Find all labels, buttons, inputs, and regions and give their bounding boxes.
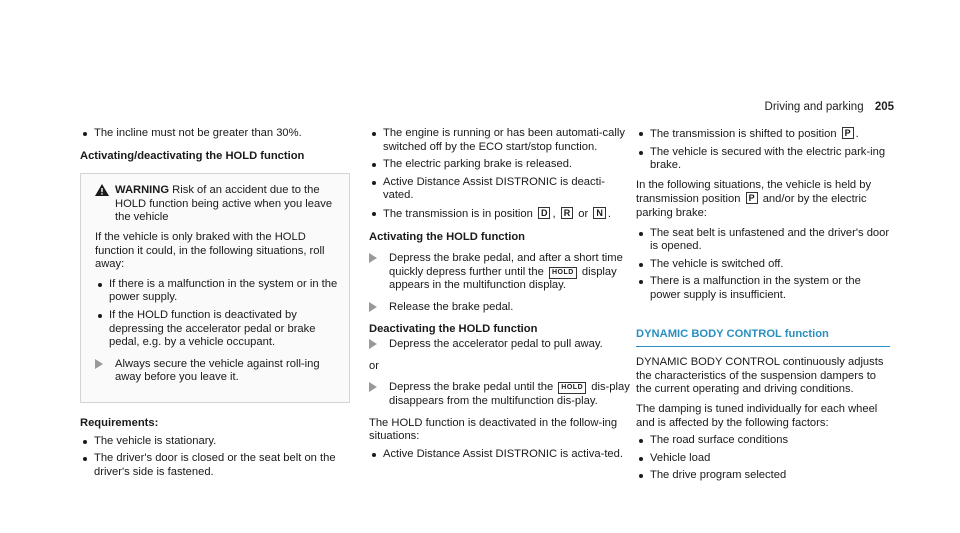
paragraph: The damping is tuned individually for each wheel and is affected by the following factors: xyxy=(636,402,878,429)
paragraph: The HOLD function is deactivated in the follow-ing situations: xyxy=(369,416,618,443)
bullet-icon xyxy=(98,314,102,318)
instruction-step xyxy=(369,338,633,352)
bullet-icon xyxy=(98,283,102,287)
column-3 xyxy=(636,127,890,489)
list-item-text: There is a malfunction in the system or the power supply is insufficient. xyxy=(650,275,861,301)
hold-display-symbol: HOLD xyxy=(558,382,586,394)
step-arrow-icon xyxy=(95,359,103,369)
bullet-icon xyxy=(639,263,643,267)
separator-text: or xyxy=(575,207,592,220)
warning-triangle-icon xyxy=(95,184,109,196)
list-item-text: Active Distance Assist DISTRONIC is deacti-vated. xyxy=(383,175,605,202)
gear-n-symbol: N xyxy=(593,207,606,219)
step-text: Depress the brake pedal, and after a short time quickly depress further until the xyxy=(389,252,623,278)
requirements-list xyxy=(80,435,350,480)
bullet-icon xyxy=(83,440,87,444)
list-item-text: If there is a malfunction in the system or in the power supply. xyxy=(109,277,338,304)
list-item-text: The incline must not be greater than 30%. xyxy=(94,127,302,139)
step-text: Depress the accelerator pedal to pull away. xyxy=(389,338,603,351)
column-1 xyxy=(80,127,350,485)
deactivation-list xyxy=(369,448,633,462)
gear-d-symbol: D xyxy=(538,207,551,219)
list-item xyxy=(636,258,890,272)
hold-display-symbol: HOLD xyxy=(549,267,577,279)
list-item-text: The vehicle is switched off. xyxy=(650,257,784,270)
bullet-icon xyxy=(639,232,643,236)
warning-body: If the vehicle is only braked with the HOLD function it could, in the following situations, roll away: xyxy=(95,230,325,271)
step-text: Depress the brake pedal until the xyxy=(389,381,557,394)
intro-list xyxy=(80,127,350,141)
dynamic-body-control-title: DYNAMIC BODY CONTROL function xyxy=(636,328,890,348)
list-item xyxy=(80,435,350,449)
list-item-text: The engine is running or has been automati-cally switched off by the ECO start/stop function. xyxy=(383,127,625,153)
separator-text: . xyxy=(607,207,611,220)
bullet-icon xyxy=(372,132,376,136)
list-item-text: The transmission is in position xyxy=(383,207,536,220)
step-arrow-icon xyxy=(369,382,377,392)
list-item xyxy=(636,469,890,483)
list-item xyxy=(636,275,890,302)
bullet-icon xyxy=(639,280,643,284)
list-item xyxy=(369,207,633,222)
list-item-text: The vehicle is stationary. xyxy=(94,434,217,447)
section-name: Driving and parking xyxy=(764,101,864,113)
bullet-icon xyxy=(372,212,376,216)
held-situations-list xyxy=(636,227,890,303)
instruction-step xyxy=(95,358,339,385)
list-item xyxy=(95,309,339,350)
list-item xyxy=(95,278,339,305)
separator-text: , xyxy=(552,207,559,220)
list-item xyxy=(369,127,633,154)
step-text: Release the brake pedal. xyxy=(389,300,514,313)
list-item-text: The drive program selected xyxy=(650,469,787,482)
bullet-icon xyxy=(372,453,376,457)
bullet-icon xyxy=(83,457,87,461)
bullet-icon xyxy=(639,474,643,478)
list-item xyxy=(636,434,890,448)
section-heading: Activating the HOLD function xyxy=(369,230,525,243)
paragraph xyxy=(636,179,890,221)
gear-p-symbol: P xyxy=(746,192,758,204)
page-header xyxy=(765,101,894,113)
step-text: dis-play disappears from the multifunction dis-play. xyxy=(389,381,630,407)
step-arrow-icon xyxy=(369,253,377,263)
bullet-icon xyxy=(83,132,87,136)
list-item xyxy=(636,452,890,466)
section-heading: Deactivating the HOLD function xyxy=(369,322,538,335)
separator-text: . xyxy=(855,128,859,140)
list-item xyxy=(369,158,633,172)
step-arrow-icon xyxy=(369,339,377,349)
bullet-icon xyxy=(639,457,643,461)
requirements-list-continued xyxy=(369,127,633,222)
list-item-text: The road surface conditions xyxy=(650,434,789,447)
list-item-text: The electric parking brake is released. xyxy=(383,158,573,171)
gear-p-symbol: P xyxy=(842,127,854,139)
list-item-text: The seat belt is unfastened and the driver's door is opened. xyxy=(650,226,890,253)
list-item xyxy=(636,127,890,142)
list-item xyxy=(369,448,633,462)
requirements-title: Requirements: xyxy=(80,416,159,429)
list-item-text: The transmission is shifted to position xyxy=(650,128,840,140)
step-text: display appears in the multifunction display. xyxy=(389,265,617,292)
list-item-text: Active Distance Assist DISTRONIC is activa-ted. xyxy=(383,447,623,460)
bullet-icon xyxy=(372,163,376,167)
instruction-step xyxy=(369,252,633,293)
or-text: or xyxy=(369,359,379,372)
bullet-icon xyxy=(639,439,643,443)
section-heading: Activating/deactivating the HOLD function xyxy=(80,149,305,162)
warning-box xyxy=(80,173,350,403)
list-item xyxy=(636,146,890,173)
warning-header xyxy=(95,184,339,225)
list-item xyxy=(636,227,890,254)
bullet-icon xyxy=(639,132,643,136)
factors-list xyxy=(636,434,890,483)
instruction-step xyxy=(369,381,633,408)
list-item-text: If the HOLD function is deactivated by depressing the accelerator pedal or brake pedal, e.g. by a vehicle occupant. xyxy=(109,308,316,349)
bullet-icon xyxy=(372,181,376,185)
list-item-text: The driver's door is closed or the seat belt on the driver's side is fastened. xyxy=(94,452,336,478)
list-item-text: Vehicle load xyxy=(650,451,711,464)
list-item-text: The vehicle is secured with the electric park-ing brake. xyxy=(650,145,886,172)
step-text: Always secure the vehicle against roll-ing away before you leave it. xyxy=(115,357,320,384)
list-item xyxy=(369,176,633,203)
list-item xyxy=(80,452,350,479)
warning-title-text: Risk of an accident due to the HOLD function being active when you leave the vehicle xyxy=(115,184,333,224)
column-2 xyxy=(369,127,633,467)
page-number: 205 xyxy=(874,101,894,113)
instruction-step xyxy=(369,301,633,315)
list-item xyxy=(80,127,350,141)
warning-title: WARNING xyxy=(115,184,170,197)
paragraph-text: and/or by the electric parking brake: xyxy=(636,193,867,219)
paragraph-text: In the following situations, the vehicle is held by transmission position xyxy=(636,178,872,206)
bullet-icon xyxy=(639,151,643,155)
paragraph: DYNAMIC BODY CONTROL continuously adjusts the characteristics of the suspension dampers to the current operating and driving conditions. xyxy=(636,356,884,396)
warning-list xyxy=(95,278,339,350)
gear-r-symbol: R xyxy=(561,207,574,219)
deactivation-list-continued xyxy=(636,127,890,173)
step-arrow-icon xyxy=(369,302,377,312)
